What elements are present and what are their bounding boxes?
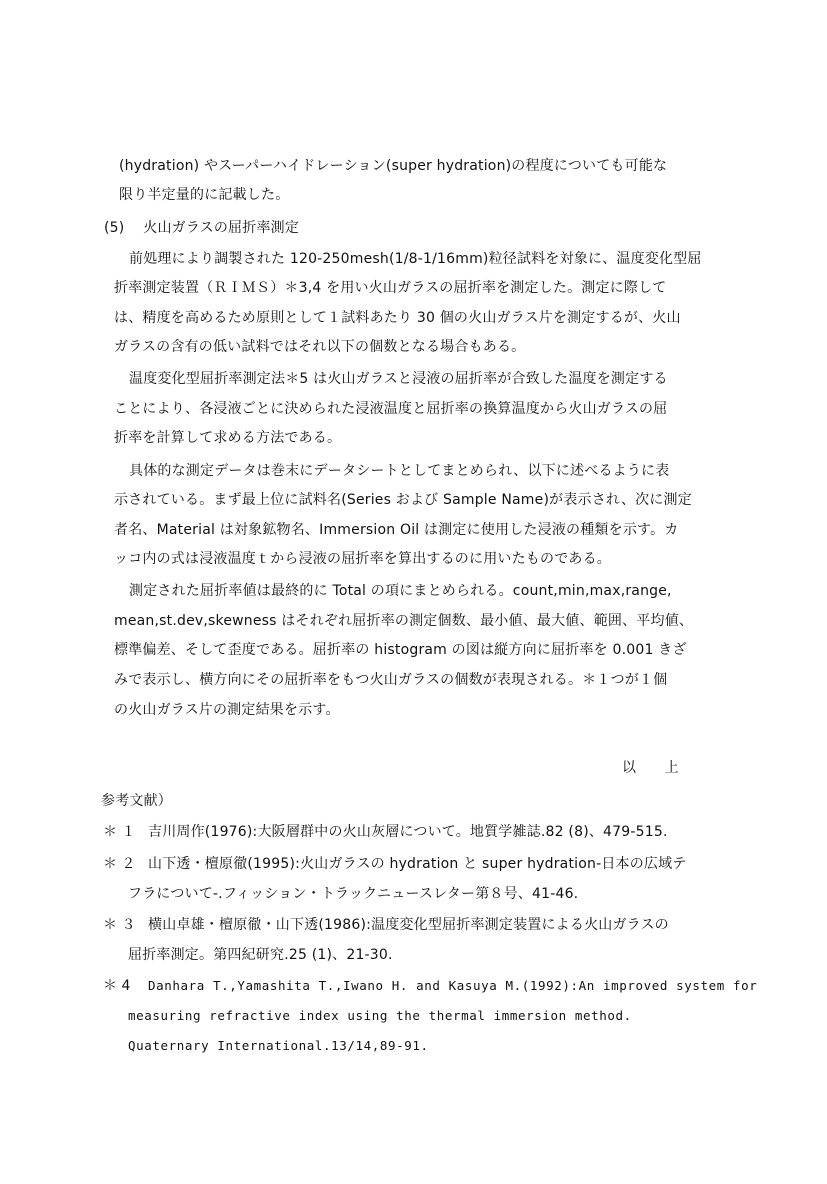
paragraph-line: の火山ガラス片の測定結果を示す。	[114, 702, 340, 718]
paragraph-line: ことにより、各浸液ごとに決められた浸液温度と屈折率の換算温度から火山ガラスの屈	[114, 401, 668, 417]
paragraph-line: 測定された屈折率値は最終的に Total の項にまとめられる。count,min,max,range,	[129, 583, 672, 599]
reference-line: 吉川周作(1976):大阪層群中の火山灰層について。地質学雑誌.82 (8)、479-515.	[148, 824, 668, 840]
paragraph-line: 標準偏差、そして歪度である。屈折率の histogram の図は縦方向に屈折率を 0.001 きざ	[114, 642, 687, 658]
paragraph-line: 折率測定装置（ＲＩＭＳ）＊3,4 を用い火山ガラスの屈折率を測定した。測定に際して	[114, 280, 667, 296]
reference-marker: ＊ １	[103, 824, 136, 840]
reference-marker: ＊ ３	[103, 917, 136, 933]
reference-marker: ＊ 4	[103, 978, 131, 994]
intro-line: 限り半定量的に記載した。	[119, 187, 290, 203]
reference-marker: ＊ ２	[103, 856, 136, 872]
paragraph-line: 温度変化型屈折率測定法＊5 は火山ガラスと浸液の屈折率が合致した温度を測定する	[129, 371, 668, 387]
paragraph-line: ガラスの含有の低い試料ではそれ以下の個数となる場合もある。	[114, 339, 526, 355]
reference-line: Danhara T.,Yamashita T.,Iwano H. and Kasuya M.(1992):An improved system for	[148, 978, 758, 993]
reference-line: 屈折率測定。第四紀研究.25 (1)、21-30.	[128, 947, 393, 963]
reference-line: measuring refractive index using the thermal immersion method.	[128, 1008, 632, 1023]
paragraph-line: 示されている。まず最上位に試料名(Series および Sample Name)が表示され、次に測定	[114, 492, 692, 508]
reference-line: Quaternary International.13/14,89-91.	[128, 1038, 429, 1053]
paragraph-line: 折率を計算して求める方法である。	[114, 430, 342, 446]
intro-line: (hydration) やスーパーハイドレーション(super hydration)の程度についても可能な	[119, 158, 668, 174]
reference-line: 山下透・檀原徹(1995):火山ガラスの hydration と super hydration-日本の広域テ	[148, 856, 687, 872]
reference-line: 横山卓雄・檀原徹・山下透(1986):温度変化型屈折率測定装置による火山ガラスの	[148, 917, 669, 933]
section-heading: (5) 火山ガラスの屈折率測定	[104, 220, 300, 236]
paragraph-line: みで表示し、横方向にその屈折率をもつ火山ガラスの個数が表現される。＊１つが１個	[114, 672, 668, 688]
paragraph-line: は、精度を高めるため原則として１試料あたり 30 個の火山ガラス片を測定するが、火山	[114, 310, 681, 326]
reference-line: フラについて-.フィッション・トラックニュースレター第８号、41-46.	[128, 886, 579, 902]
closing-mark: 以 上	[622, 760, 679, 776]
paragraph-line: mean,st.dev,skewness はそれぞれ屈折率の測定個数、最小値、最大値、範囲、平均値、	[114, 613, 694, 629]
paragraph-line: 具体的な測定データは巻末にデータシートとしてまとめられ、以下に述べるように表	[129, 463, 670, 479]
paragraph-line: 前処理により調製された 120-250mesh(1/8-1/16mm)粒径試料を対象に、温度変化型屈	[129, 251, 702, 267]
references-heading: 参考文献）	[101, 793, 172, 809]
paragraph-line: ッコ内の式は浸液温度ｔから浸液の屈折率を算出するのに用いたものである。	[114, 551, 611, 567]
paragraph-line: 者名、Material は対象鉱物名、Immersion Oil は測定に使用した浸液の種類を示す。カ	[114, 522, 679, 538]
